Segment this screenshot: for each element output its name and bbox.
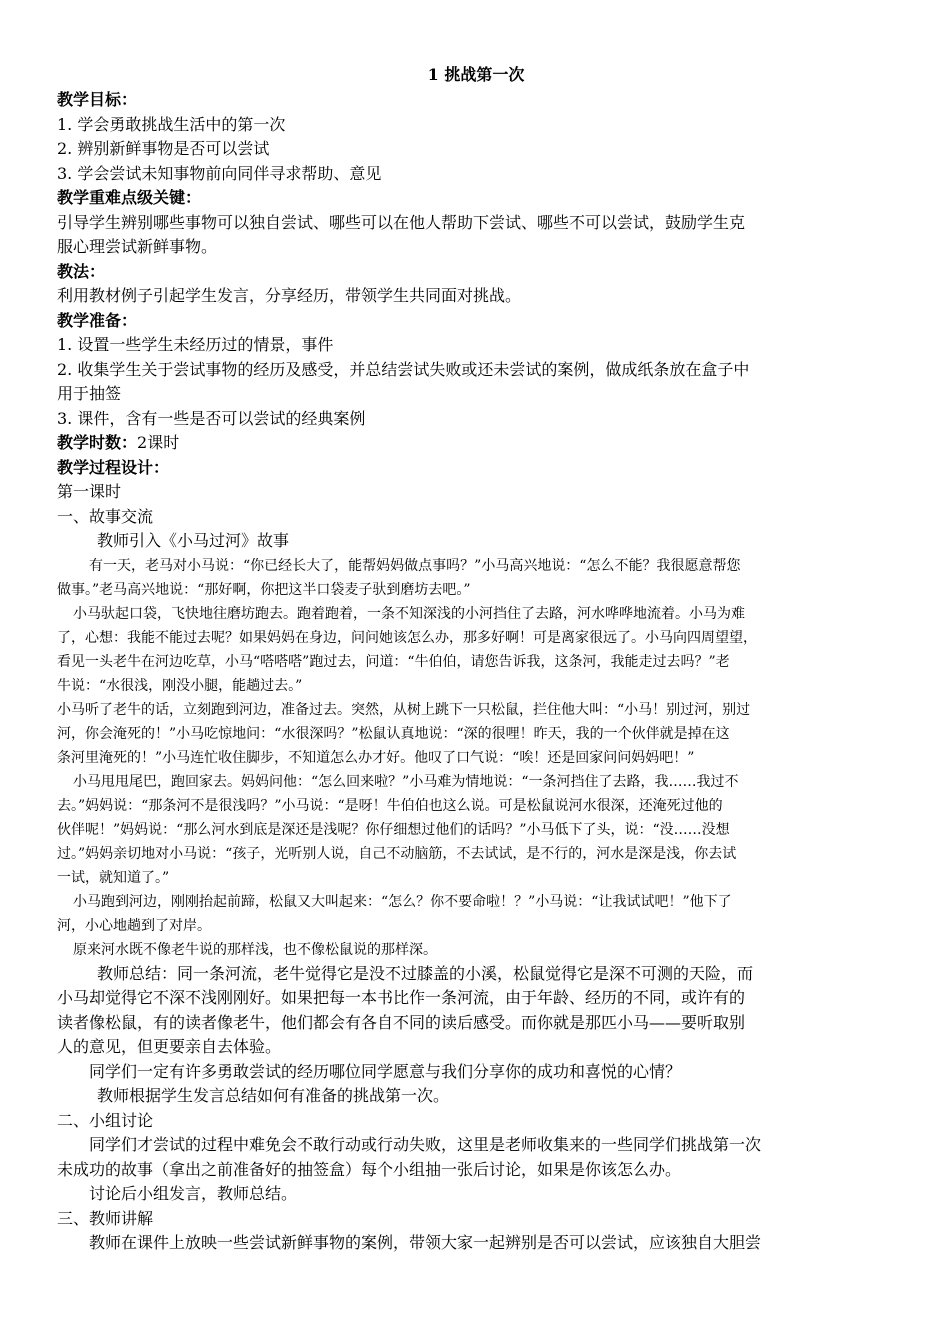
summary-line: 教师总结：同一条河流，老牛觉得它是没不过膝盖的小溪，松鼠觉得它是深不可测的天险，而 — [97, 963, 754, 983]
discuss-line: 未成功的故事（拿出之前准备好的抽签盒）每个小组抽一张后讨论，如果是你该怎么办。 — [57, 1159, 682, 1179]
story-line: 一试，就知道了。” — [57, 869, 170, 886]
part1-heading: 一、故事交流 — [57, 506, 154, 526]
document-title: 1 挑战第一次 — [427, 65, 525, 84]
hours-heading: 教学时数： — [57, 433, 138, 452]
story-intro: 教师引入《小马过河》故事 — [97, 531, 290, 550]
method-heading: 教法： — [57, 261, 106, 281]
story-line: 牛说：“水很浅，刚没小腿，能趟过去。” — [57, 677, 303, 694]
share-summary: 教师根据学生发言总结如何有准备的挑战第一次。 — [97, 1086, 450, 1105]
prep-heading: 教学准备： — [57, 310, 138, 330]
prep-line: 用于抽签 — [57, 384, 122, 403]
story-line: 条河里淹死的！”小马连忙收住脚步，不知道怎么办才好。他叹了口气说：“唉！还是回家问问妈妈吧！” — [57, 749, 695, 766]
goal-item: 2. 辨别新鲜事物是否可以尝试 — [57, 139, 270, 158]
story-line: 原来河水既不像老牛说的那样浅，也不像松鼠说的那样深。 — [73, 941, 437, 958]
method-text: 利用教材例子引起学生发言，分享经历，带领学生共同面对挑战。 — [57, 286, 522, 305]
keypoints-line: 引导学生辨别哪些事物可以独自尝试、哪些可以在他人帮助下尝试、哪些不可以尝试，鼓励学生克 — [57, 212, 746, 232]
story-line: 去。”妈妈说：“那条河不是很浅吗？”小马说：“是呀！牛伯伯也这么说。可是松鼠说河水很深，还淹死过他的 — [57, 797, 723, 814]
prep-line: 1. 设置一些学生未经历过的情景，事件 — [57, 335, 334, 354]
summary-line: 小马却觉得它不深不浅刚刚好。如果把每一本书比作一条河流，由于年龄、经历的不同，或许有的 — [57, 988, 746, 1007]
goal-item: 3. 学会尝试未知事物前向同伴寻求帮助、意见 — [57, 163, 382, 183]
process-heading: 教学过程设计： — [57, 457, 170, 477]
part2-heading: 二、小组讨论 — [57, 1110, 154, 1130]
share-text: 同学们一定有许多勇敢尝试的经历哪位同学愿意与我们分享你的成功和喜悦的心情？ — [89, 1061, 682, 1081]
prep-line: 3. 课件，含有一些是否可以尝试的经典案例 — [57, 408, 366, 428]
goal-item: 1. 学会勇敢挑战生活中的第一次 — [57, 114, 286, 134]
summary-line: 读者像松鼠，有的读者像老牛，他们都会有各自不同的读后感受。而你就是那匹小马——要听取别 — [57, 1012, 746, 1032]
hours-value: 2课时 — [137, 433, 180, 452]
goals-heading: 教学目标： — [57, 90, 138, 109]
prep-line: 2. 收集学生关于尝试事物的经历及感受，并总结尝试失败或还未尝试的案例，做成纸条放在盒子中 — [57, 359, 750, 379]
story-line: 看见一头老牛在河边吃草，小马“嗒嗒嗒”跑过去，问道：“牛伯伯，请您告诉我，这条河，我能走过去吗？”老 — [57, 653, 730, 670]
hours-row — [57, 431, 895, 456]
lecture-line: 教师在课件上放映一些尝试新鲜事物的案例，带领大家一起辨别是否可以尝试，应该独自大胆尝 — [89, 1233, 762, 1252]
keypoints-heading: 教学重难点级关键： — [57, 188, 202, 207]
summary-line: 人的意见，但更要亲自去体验。 — [57, 1037, 282, 1056]
story-line: 河，你会淹死的！”小马吃惊地问：“水很深吗？”松鼠认真地说：“深的很哩！昨天，我的一个伙伴就是掉在这 — [57, 725, 730, 742]
story-line: 小马驮起口袋，飞快地往磨坊跑去。跑着跑着，一条不知深浅的小河挡住了去路，河水哗哗地流着。小马为难 — [73, 605, 745, 622]
discuss-summary: 讨论后小组发言，教师总结。 — [89, 1184, 298, 1203]
document-page — [57, 62, 895, 1256]
story-line: 小马甩甩尾巴，跑回家去。妈妈问他：“怎么回来啦？”小马难为情地说：“一条河挡住了去路，我……我过不 — [73, 773, 739, 790]
story-line: 有一天，老马对小马说：“你已经长大了，能帮妈妈做点事吗？”小马高兴地说：“怎么不能？我很愿意帮您 — [89, 557, 741, 574]
story-line: 小马听了老牛的话，立刻跑到河边，准备过去。突然，从树上跳下一只松鼠，拦住他大叫：“小马！别过河，别过 — [57, 701, 751, 718]
part3-heading: 三、教师讲解 — [57, 1208, 154, 1228]
story-line: 了，心想：我能不能过去呢？如果妈妈在身边，问问她该怎么办，那多好啊！可是离家很远了。小马向四周望望， — [57, 629, 757, 646]
discuss-line: 同学们才尝试的过程中难免会不敢行动或行动失败，这里是老师收集来的一些同学们挑战第一次 — [89, 1135, 762, 1154]
story-line: 过。”妈妈亲切地对小马说：“孩子，光听别人说，自己不动脑筋，不去试试，是不行的，河水是深是浅，你去试 — [57, 845, 737, 862]
story-line: 做事。”老马高兴地说：“那好啊，你把这半口袋麦子驮到磨坊去吧。” — [57, 581, 471, 598]
story-line: 伙伴呢！”妈妈说：“那么河水到底是深还是浅呢？你仔细想过他们的话吗？”小马低下了头，说：“没……没想 — [57, 821, 730, 838]
story-line: 河，小心地趟到了对岸。 — [57, 917, 211, 934]
lesson-label: 第一课时 — [57, 482, 122, 501]
keypoints-line: 服心理尝试新鲜事物。 — [57, 237, 218, 256]
story-line: 小马跑到河边，刚刚抬起前蹄，松鼠又大叫起来：“怎么？你不要命啦！？”小马说：“让我试试吧！”他下了 — [73, 893, 732, 910]
